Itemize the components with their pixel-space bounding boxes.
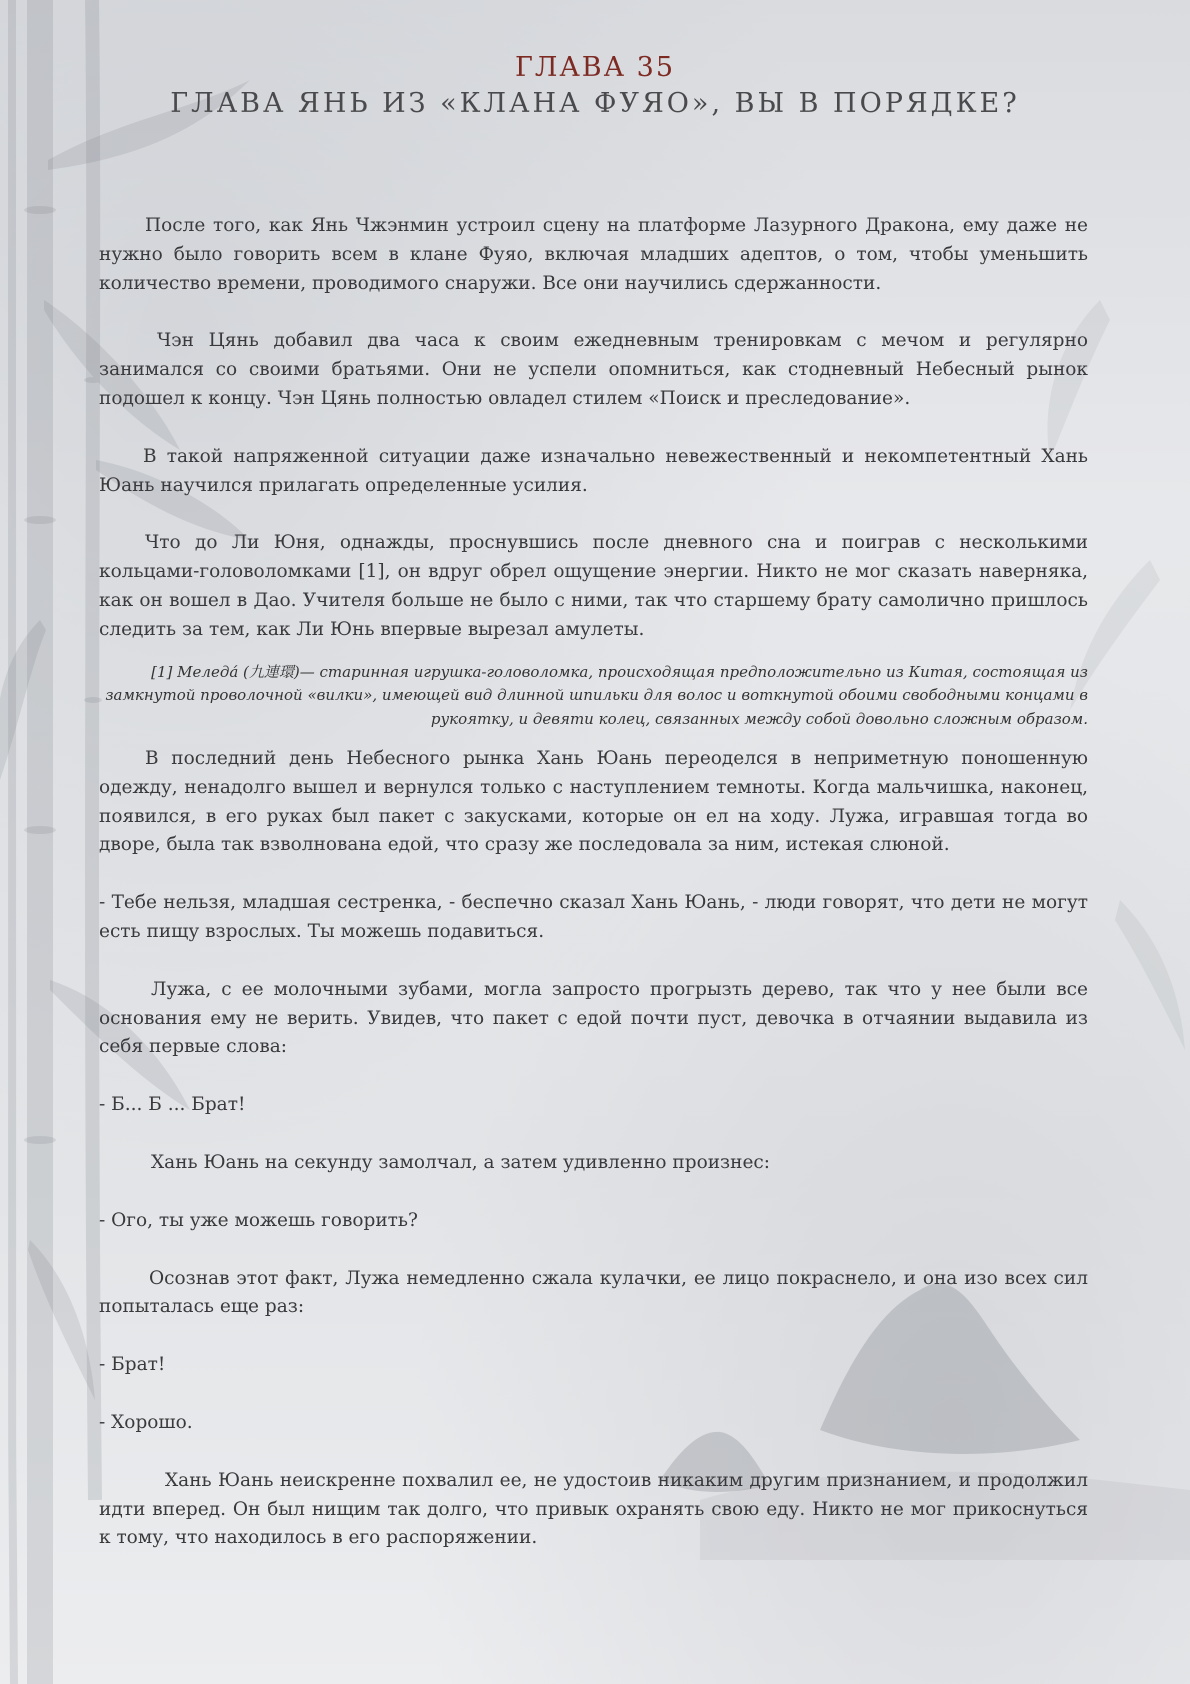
paragraph-13: - Хорошо. [99,1412,193,1434]
paragraph-9: Хань Юань на секунду замолчал, а затем удивленно произнес: [151,1152,771,1174]
paragraph-11: Осознав этот факт, Лужа немедленно сжала кулачки, ее лицо покраснело, и она изо всех сил попыталась еще раз: [99,1267,1088,1318]
paragraph-6: - Тебе нельзя, младшая сестренка, - беспечно сказал Хань Юань, - люди говорят, что дети не могут есть пищу взрослых. Ты можешь подавиться. [99,892,1088,943]
chapter-number: ГЛАВА 35 [514,52,676,83]
footnote: [1] Меледа́ (九連環)— старинная игрушка-головоломка, происходящая предположительно из Китая, состоящая из замкнутой проволочной «вилки», имеющей вид длинной шпильки для волос и воткнутой обоими свободными концами в рукоятку, и девяти колец, связанных между собой довольно сложным образом. [105,662,1088,728]
chapter-title: ГЛАВА ЯНЬ ИЗ «КЛАНА ФУЯО», ВЫ В ПОРЯДКЕ? [170,88,1020,119]
paragraph-14: Хань Юань неискренне похвалил ее, не удостоив никаким другим признанием, и продолжил идти вперед. Он был нищим так долго, что привык охранять свою еду. Никто не мог прикоснуться к тому, что находилось в его распоряжении. [99,1469,1088,1549]
paragraph-12: - Брат! [99,1354,166,1376]
chapter-heading [0,50,1190,122]
paragraph-1: После того, как Янь Чжэнмин устроил сцену на платформе Лазурного Дракона, ему даже не нужно было говорить всем в клане Фуяо, включая младших адептов, о том, чтобы уменьшить количество времени, проводимого снаружи. Все они научились сдержанности. [99,215,1088,294]
paragraph-4: Что до Ли Юня, однажды, проснувшись после дневного сна и поиграв с несколькими кольцами-головоломками [1], он вдруг обрел ощущение энергии. Никто не мог сказать наверняка, как он вошел в Дао. Учителя больше не было с ними, так что старшему брату самолично пришлось следить за тем, как Ли Юнь впервые вырезал амулеты. [99,532,1088,640]
paragraph-7: Лужа, с ее молочными зубами, могла запросто прогрызть дерево, так что у нее были все основания ему не верить. Увидев, что пакет с едой почти пуст, девочка в отчаянии выдавила из себя первые слова: [99,978,1088,1058]
paragraph-5: В последний день Небесного рынка Хань Юань переоделся в неприметную поношенную одежду, ненадолго вышел и вернулся только с наступлением темноты. Когда мальчишка, наконец, появился, в его руках был пакет с закусками, которые он ел на ходу. Лужа, игравшая тогда во дворе, была так взволнована едой, что сразу же последовала за ним, истекая слюной. [99,748,1088,856]
chapter-body [99,212,1088,1553]
paragraph-8: - Б... Б ... Брат! [99,1094,246,1116]
paragraph-2: Чэн Цянь добавил два часа к своим ежедневным тренировкам с мечом и регулярно занимался со своими братьями. Они не успели опомниться, как стодневный Небесный рынок подошел к концу. Чэн Цянь полностью овладел стилем «Поиск и преследование». [99,330,1088,409]
paragraph-3: В такой напряженной ситуации даже изначально невежественный и некомпетентный Хань Юань научился прилагать определенные усилия. [99,445,1088,496]
paragraph-10: - Ого, ты уже можешь говорить? [99,1209,418,1231]
